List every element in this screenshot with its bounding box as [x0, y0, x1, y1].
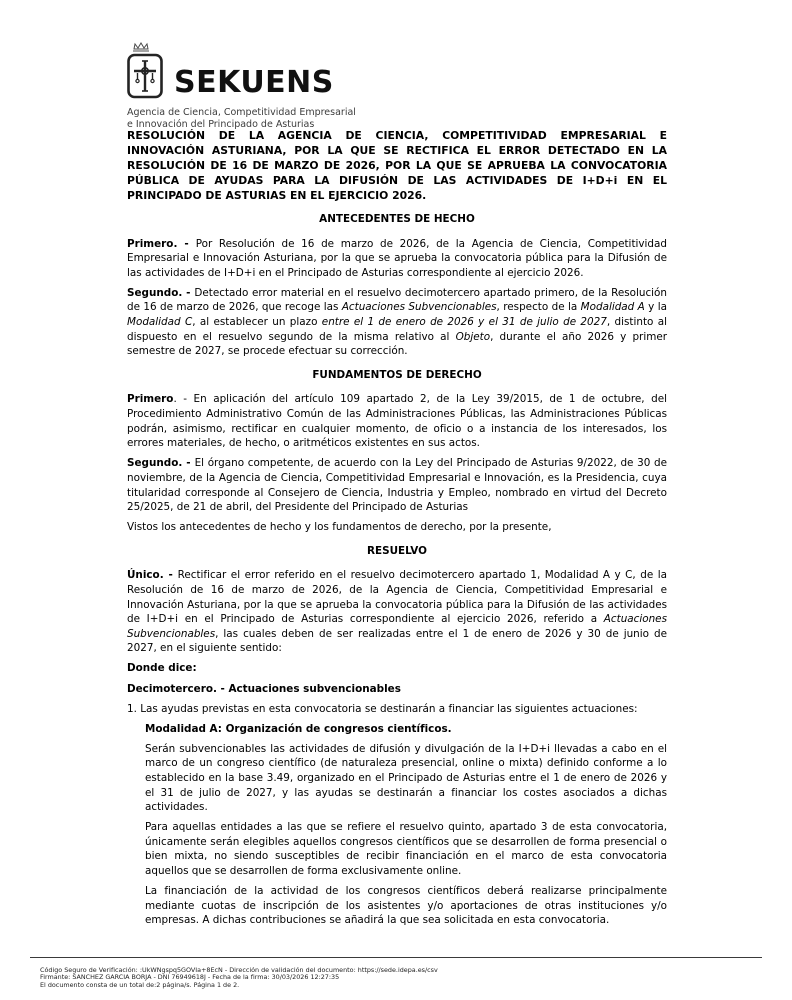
text-run: Serán subvencionables las actividades de difusión y divulgación de la I+D+i llevadas a cabo en el marco de un congreso científico (de naturaleza presencial, online o mixta) definido conforme a lo establecido en la base 3.49, organizado en el Principado de Asturias entre el 1 de enero de 2026 y el 31 de julio de 2027, y las ayudas se destinarán a financiar los costes asociados a dichas actividades. [145, 742, 667, 814]
text-run: Segundo. - [127, 286, 195, 299]
agency-tagline [127, 107, 356, 130]
paragraph [127, 456, 667, 514]
brand-name: SEKUENS [174, 65, 334, 100]
text-run: , distinto al dispuesto en el resuelvo segundo de la misma relativo al [127, 316, 667, 343]
pages-line: El documento consta de un total de:2 página/s. Página 1 de 2. [40, 980, 240, 989]
paragraph [127, 237, 667, 281]
text-run: Donde dice: [127, 662, 197, 675]
paragraph [127, 682, 667, 697]
text-run: Modalidad C [127, 316, 193, 329]
text-run: entre el 1 de enero de 2026 y el 31 de julio de 2027 [321, 316, 607, 329]
text-run: RESUELVO [367, 544, 427, 557]
text-run: Para aquellas entidades a las que se refiere el resuelvo quinto, apartado 3 de esta convocatoria, únicamente serán elegibles aquellos congresos científicos que se desarrollen de forma presencial o bien mixta, no siendo susceptibles de recibir financiación en el marco de esta convocatoria aquellos que se desarrollen de forma exclusivamente online. [145, 821, 667, 878]
paragraph [127, 392, 667, 450]
text-run: , durante el año 2026 y primer semestre de 2027, se procede efectuar su corrección. [127, 330, 667, 358]
text-run: ANTECEDENTES DE HECHO [319, 213, 475, 225]
footer-divider [30, 957, 762, 958]
section-heading [127, 368, 667, 383]
crown-icon [133, 43, 149, 51]
paragraph [127, 286, 667, 359]
paragraph [145, 722, 667, 737]
text-run: , al establecer un plazo [192, 316, 322, 329]
paragraph [145, 742, 667, 815]
tagline-line-2: e Innovación del Principado de Asturias [127, 118, 315, 130]
text-run: RESOLUCIÓN DE LA AGENCIA DE CIENCIA, COMPETITIVIDAD EMPRESARIAL E INNOVACIÓN ASTURIANA, POR LA QUE SE RECTIFICA EL ERROR DETECTADO EN LA RESOLUCIÓN DE 16 DE MARZO DE 2026, POR LA QUE SE APRUEBA LA CONVOCATORIA PÚBLICA DE AYUDAS PARA LA DIFUSIÓN DE LAS ACTIVIDADES DE I+D+i EN EL PRINCIPADO DE ASTURIAS EN EL EJERCICIO 2026. [127, 129, 667, 202]
text-run: Detectado error material en el resuelvo decimotercero apartado primero, de la Resolución de 16 de marzo de 2026, que recoge las [127, 286, 667, 314]
text-run: Primero. - [127, 237, 196, 250]
paragraph [127, 520, 667, 535]
text-run: 1. Las ayudas previstas en esta convocatoria se destinarán a financiar las siguientes actuaciones: [127, 702, 638, 715]
document-body [127, 128, 667, 933]
text-run: , las cuales deben de ser realizadas entre el 1 de enero de 2026 y 30 de junio de 2027, en el siguiente sentido: [127, 627, 667, 655]
text-run: El órgano competente, de acuerdo con la Ley del Principado de Asturias 9/2022, de 30 de noviembre, de la Agencia de Ciencia, Competitividad Empresarial e Innovación, es la Presidencia, cuya titularidad corresponde al Consejero de Ciencia, Industria y Empleo, nombrado en virtud del Decreto 25/2025, de 21 de abril, del Presidente del Principado de Asturias [127, 457, 667, 514]
agency-logo [127, 40, 356, 130]
section-heading [127, 544, 667, 559]
text-run: Rectificar el error referido en el resuelvo decimotercero apartado 1, Modalidad A y C, de la Resolución de 16 de marzo de 2026, de la Agencia de Ciencia, Competitividad Empresarial e Innovación Asturiana, por la que se aprueba la convocatoria pública para la Difusión de las actividades de I+D+i en el Principado de Asturias correspondiente al ejercicio 2026, referido a [127, 569, 667, 626]
paragraph [127, 661, 667, 676]
text-run: Actuaciones Subvencionables [341, 301, 497, 314]
text-run: Objeto [455, 330, 491, 343]
paragraph [145, 820, 667, 878]
paragraph [127, 702, 667, 717]
paragraph [127, 568, 667, 656]
tagline-line-1: Agencia de Ciencia, Competitividad Empresarial [127, 107, 356, 118]
document-title [127, 128, 667, 203]
text-run: y la [644, 301, 667, 314]
csv-line: Código Seguro de Verificación: :UkWNgspq5GOVIa+8EcN - Dirección de validación del documento: https://sede.idepa.es/csv [40, 966, 438, 974]
text-run: Vistos los antecedentes de hecho y los fundamentos de derecho, por la presente, [127, 521, 552, 534]
text-run: Modalidad A: Organización de congresos científicos. [145, 722, 452, 735]
text-run: Primero [127, 393, 174, 406]
text-run: La financiación de la actividad de los congresos científicos deberá realizarse principalmente mediante cuotas de inscripción de los asistentes y/o aportaciones de otras instituciones y/o empresas. A dichas contribuciones se añadirá la que sea solicitada en esta convocatoria. [145, 885, 667, 927]
text-run: Por Resolución de 16 de marzo de 2026, de la Agencia de Ciencia, Competitividad Empresarial e Innovación Asturiana, por la que se aprueba la convocatoria pública para la Difusión de las actividades de I+D+i en el Principado de Asturias correspondiente al ejercicio 2026. [127, 237, 667, 279]
text-run: Modalidad A [580, 301, 645, 314]
victory-cross-shield-icon [127, 40, 167, 102]
text-run: Actuaciones Subvencionables [127, 613, 667, 640]
signature-footer [40, 967, 760, 989]
text-run: Segundo. - [127, 457, 195, 470]
text-run: FUNDAMENTOS DE DERECHO [312, 368, 482, 381]
text-run: , respecto de la [496, 301, 581, 314]
text-run: Decimotercero. - Actuaciones subvencionables [127, 682, 401, 695]
text-run: Único. - [127, 569, 178, 582]
paragraph [145, 884, 667, 928]
section-heading [127, 212, 667, 227]
text-run: . - En aplicación del artículo 109 apartado 2, de la Ley 39/2015, de 1 de octubre, del Procedimiento Administrativo Común de las Administraciones Públicas, las Administraciones Públicas podrán, asimismo, rectificar en cualquier momento, de oficio o a instancia de los interesados, los errores materiales, de hecho, o aritméticos existentes en sus actos. [127, 393, 667, 450]
signer-line: Firmante: SANCHEZ GARCIA BORJA - DNI 76949618J - Fecha de la firma: 30/03/2026 12:27:35 [40, 973, 340, 982]
